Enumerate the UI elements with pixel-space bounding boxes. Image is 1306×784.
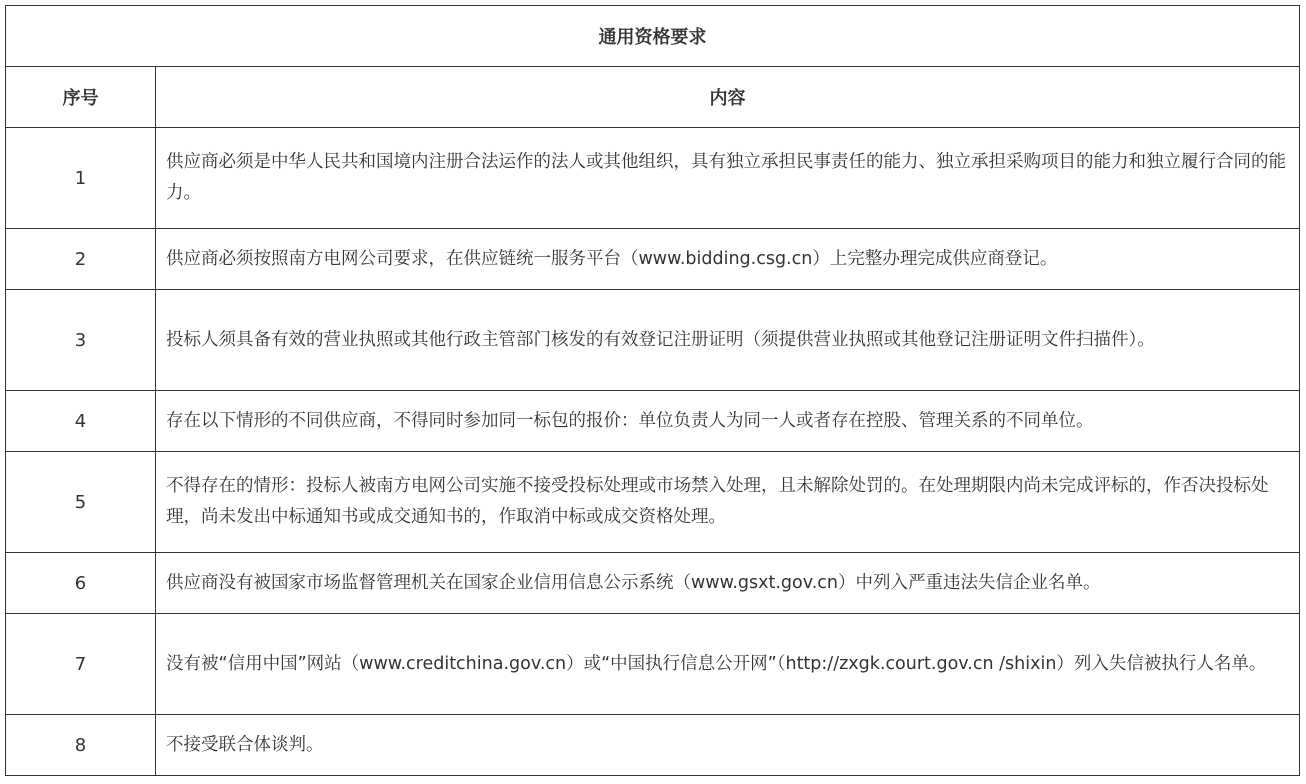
row-number: 6 [6, 553, 156, 614]
table-row [6, 229, 1300, 290]
table-row [6, 452, 1300, 553]
table-row [6, 553, 1300, 614]
table-row [6, 715, 1300, 776]
row-number: 4 [6, 391, 156, 452]
qualification-table [5, 5, 1300, 776]
row-content: 供应商必须按照南方电网公司要求，在供应链统一服务平台（www.bidding.csg.cn）上完整办理完成供应商登记。 [156, 229, 1300, 290]
row-number: 5 [6, 452, 156, 553]
table-row [6, 128, 1300, 229]
table-header-row [6, 67, 1300, 128]
table-row [6, 290, 1300, 391]
row-number: 7 [6, 614, 156, 715]
row-content: 不得存在的情形：投标人被南方电网公司实施不接受投标处理或市场禁入处理，且未解除处罚的。在处理期限内尚未完成评标的，作否决投标处理，尚未发出中标通知书或成交通知书的，作取消中标或成交资格处理。 [156, 452, 1300, 553]
table-row [6, 391, 1300, 452]
header-number: 序号 [6, 67, 156, 128]
table-title-row [6, 6, 1300, 67]
row-content: 投标人须具备有效的营业执照或其他行政主管部门核发的有效登记注册证明（须提供营业执照或其他登记注册证明文件扫描件）。 [156, 290, 1300, 391]
row-number: 2 [6, 229, 156, 290]
row-content: 不接受联合体谈判。 [156, 715, 1300, 776]
row-number: 8 [6, 715, 156, 776]
row-content: 供应商没有被国家市场监督管理机关在国家企业信用信息公示系统（www.gsxt.gov.cn）中列入严重违法失信企业名单。 [156, 553, 1300, 614]
row-content: 存在以下情形的不同供应商，不得同时参加同一标包的报价：单位负责人为同一人或者存在控股、管理关系的不同单位。 [156, 391, 1300, 452]
row-content: 供应商必须是中华人民共和国境内注册合法运作的法人或其他组织，具有独立承担民事责任的能力、独立承担采购项目的能力和独立履行合同的能力。 [156, 128, 1300, 229]
table-title: 通用资格要求 [6, 6, 1300, 67]
row-number: 3 [6, 290, 156, 391]
table-row [6, 614, 1300, 715]
row-number: 1 [6, 128, 156, 229]
row-content: 没有被“信用中国”网站（www.creditchina.gov.cn）或“中国执行信息公开网”（http://zxgk.court.gov.cn /shixin）列入失信被执行人名单。 [156, 614, 1300, 715]
header-content: 内容 [156, 67, 1300, 128]
